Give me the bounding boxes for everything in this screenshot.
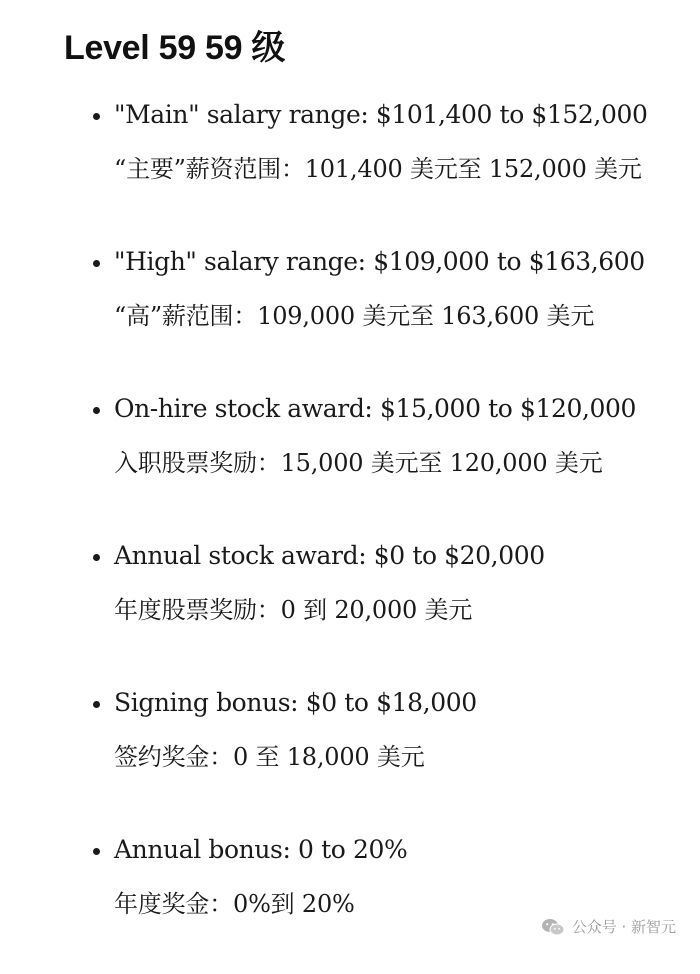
page-title: Level 59 59 级	[64, 29, 286, 67]
item-english-text: "Main" salary range: $101,400 to $152,000	[114, 100, 648, 129]
watermark	[541, 916, 676, 937]
bullet-icon	[93, 260, 100, 267]
list-item	[0, 386, 700, 533]
compensation-list	[0, 92, 700, 974]
bullet-icon	[93, 554, 100, 561]
item-chinese-text: 年度奖金：0%到 20%	[114, 890, 355, 918]
item-english-text: Signing bonus: $0 to $18,000	[114, 688, 477, 717]
item-chinese-text: 年度股票奖励：0 到 20,000 美元	[114, 596, 473, 624]
wechat-icon	[541, 918, 565, 936]
item-chinese-text: “主要”薪资范围：101,400 美元至 152,000 美元	[114, 155, 642, 183]
list-item	[0, 92, 700, 239]
item-chinese-text: 签约奖金：0 至 18,000 美元	[114, 743, 425, 771]
bullet-icon	[93, 848, 100, 855]
bullet-icon	[93, 113, 100, 120]
list-item	[0, 533, 700, 680]
item-chinese-text: “高”薪范围：109,000 美元至 163,600 美元	[114, 302, 595, 330]
bullet-icon	[93, 407, 100, 414]
item-english-text: "High" salary range: $109,000 to $163,600	[114, 247, 645, 276]
item-english-text: Annual stock award: $0 to $20,000	[114, 541, 545, 570]
list-item	[0, 239, 700, 386]
item-english-text: Annual bonus: 0 to 20%	[114, 835, 408, 864]
bullet-icon	[93, 701, 100, 708]
item-chinese-text: 入职股票奖励：15,000 美元至 120,000 美元	[114, 449, 603, 477]
item-english-text: On-hire stock award: $15,000 to $120,000	[114, 394, 637, 423]
list-item	[0, 827, 700, 974]
list-item	[0, 680, 700, 827]
watermark-text: 公众号 · 新智元	[571, 918, 676, 936]
